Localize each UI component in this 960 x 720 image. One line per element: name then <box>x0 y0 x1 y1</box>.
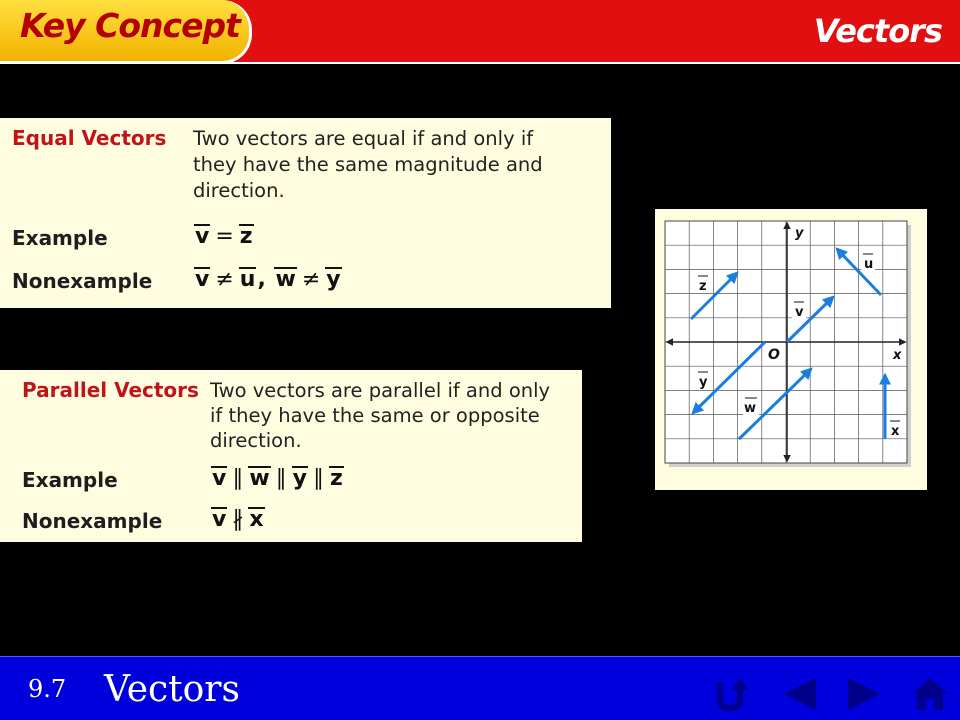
parallel-def-line-2: if they have the same or opposite <box>210 404 540 427</box>
comma: , <box>257 267 266 292</box>
parallel-nonexample-label: Nonexample <box>22 509 163 533</box>
vector-v-label: v <box>795 305 804 320</box>
vector-w-label: w <box>744 401 757 416</box>
header-bar <box>0 0 960 64</box>
equal-def-line-3: direction. <box>193 179 285 202</box>
equal-nonexample-expression <box>193 267 343 292</box>
key-concept-label: Key Concept <box>20 6 240 45</box>
not-equal-sign: ≠ <box>215 267 234 292</box>
parallel-def-line-1: Two vectors are parallel if and only <box>210 379 551 402</box>
vector-x: x <box>249 507 264 532</box>
vector-z-label: z <box>699 279 707 294</box>
equal-vectors-term: Equal Vectors <box>12 126 167 150</box>
vector-y: y <box>326 267 341 292</box>
equal-vectors-panel <box>0 118 611 308</box>
vector-w: w <box>275 267 296 292</box>
y-axis-label: y <box>795 226 804 241</box>
footer-title: Vectors <box>104 669 240 710</box>
not-equal-sign: ≠ <box>301 267 321 292</box>
vector-graph-svg <box>655 209 927 490</box>
vector-z: z <box>330 466 343 491</box>
equal-def-line-2: they have the same magnitude and <box>193 153 543 176</box>
key-concept-tab <box>0 0 252 64</box>
equal-nonexample-label: Nonexample <box>12 269 153 293</box>
return-icon[interactable] <box>712 676 752 712</box>
vector-u: u <box>239 267 256 292</box>
vector-z: z <box>239 224 253 249</box>
parallel-def-line-3: direction. <box>210 429 302 452</box>
equal-example-label: Example <box>12 226 108 250</box>
parallel-vectors-term: Parallel Vectors <box>22 378 199 402</box>
section-number: 9.7 <box>28 675 67 703</box>
vector-y: y <box>292 466 308 491</box>
parallel-example-label: Example <box>22 468 118 492</box>
parallel-sign: ∥ <box>313 466 325 491</box>
equal-example-expression <box>193 224 255 249</box>
vector-v: v <box>195 267 210 292</box>
vector-graph <box>655 209 927 490</box>
back-icon[interactable] <box>780 676 820 712</box>
parallel-example-expression <box>210 466 345 491</box>
parallel-nonexample-expression <box>210 507 266 532</box>
parallel-sign: ∥ <box>275 466 287 491</box>
vector-u-label: u <box>864 257 874 272</box>
vector-v: v <box>195 224 210 249</box>
equal-def-line-1: Two vectors are equal if and only if <box>193 127 534 150</box>
not-parallel-sign: ∦ <box>232 507 244 532</box>
parallel-vectors-panel <box>0 370 582 542</box>
vector-x-label: x <box>891 424 900 439</box>
forward-icon[interactable] <box>844 676 884 712</box>
vector-w: w <box>249 466 270 491</box>
header-title: Vectors <box>813 12 942 50</box>
parallel-sign: ∥ <box>232 466 244 491</box>
x-axis-label: x <box>893 348 902 363</box>
vector-v: v <box>212 466 227 491</box>
equals-sign: = <box>215 224 234 249</box>
vector-y-label: y <box>699 375 708 390</box>
origin-label: O <box>768 347 780 363</box>
vector-v: v <box>212 507 227 532</box>
home-icon[interactable] <box>910 676 950 712</box>
